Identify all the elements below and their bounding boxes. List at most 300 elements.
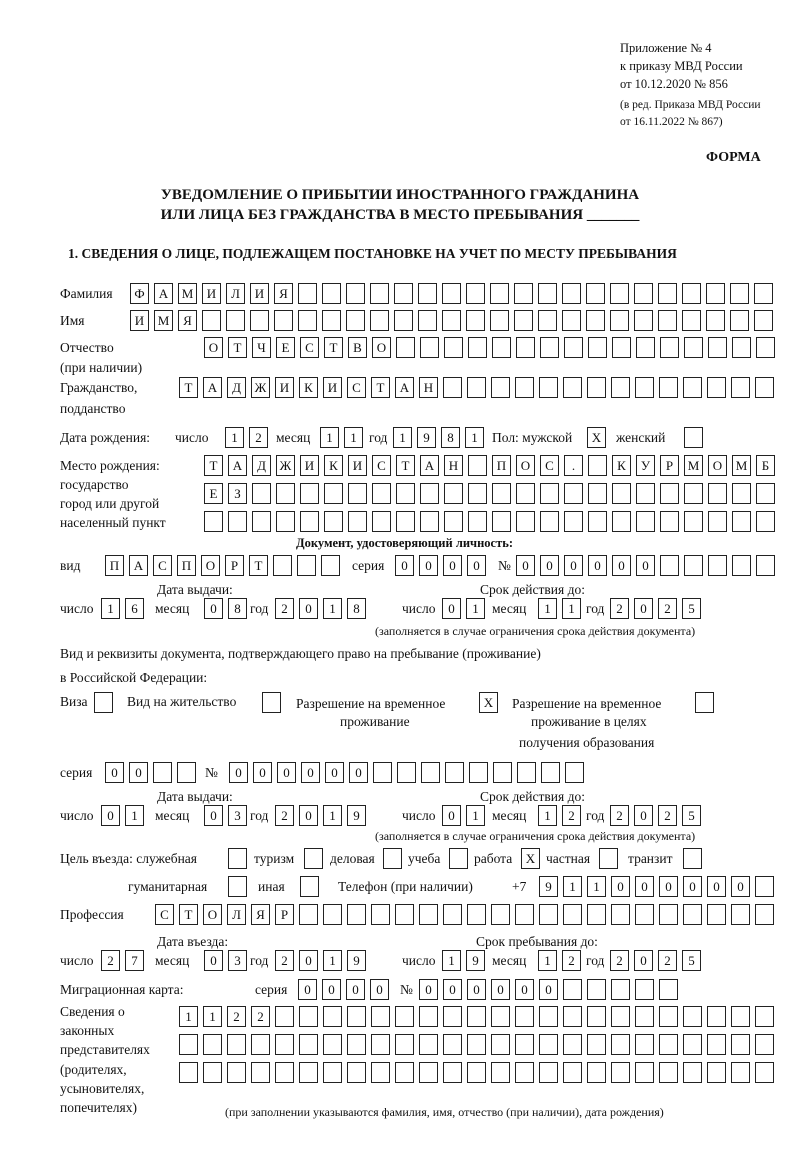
- char-box[interactable]: Р: [275, 904, 294, 925]
- char-box[interactable]: Т: [249, 555, 268, 576]
- char-box[interactable]: А: [154, 283, 173, 304]
- char-box[interactable]: Ф: [130, 283, 149, 304]
- char-box[interactable]: [706, 283, 725, 304]
- char-box[interactable]: [539, 1034, 558, 1055]
- char-box[interactable]: 5: [682, 805, 701, 826]
- char-box[interactable]: 1: [442, 950, 461, 971]
- char-box[interactable]: [730, 283, 749, 304]
- char-box[interactable]: 0: [588, 555, 607, 576]
- purpose-business-checkbox[interactable]: [383, 848, 402, 869]
- purpose-tourism-checkbox[interactable]: [304, 848, 323, 869]
- char-box[interactable]: М: [684, 455, 703, 476]
- char-box[interactable]: [562, 310, 581, 331]
- char-box[interactable]: [539, 377, 558, 398]
- char-box[interactable]: 0: [101, 805, 120, 826]
- doc-number-boxes[interactable]: [516, 555, 775, 576]
- char-box[interactable]: 8: [347, 598, 366, 619]
- r-valid-year-boxes[interactable]: [610, 805, 701, 826]
- char-box[interactable]: Я: [251, 904, 270, 925]
- r-issued-year-boxes[interactable]: [275, 805, 366, 826]
- char-box[interactable]: [323, 1034, 342, 1055]
- char-box[interactable]: [443, 1034, 462, 1055]
- char-box[interactable]: [707, 377, 726, 398]
- char-box[interactable]: [419, 904, 438, 925]
- char-box[interactable]: О: [708, 455, 727, 476]
- char-box[interactable]: 1: [465, 427, 484, 448]
- char-box[interactable]: И: [250, 283, 269, 304]
- char-box[interactable]: 0: [105, 762, 124, 783]
- char-box[interactable]: [755, 1034, 774, 1055]
- char-box[interactable]: [252, 483, 271, 504]
- char-box[interactable]: [659, 1034, 678, 1055]
- name-boxes[interactable]: [130, 310, 773, 331]
- char-box[interactable]: 0: [540, 555, 559, 576]
- char-box[interactable]: 2: [275, 950, 294, 971]
- char-box[interactable]: [322, 310, 341, 331]
- char-box[interactable]: [755, 1006, 774, 1027]
- char-box[interactable]: [371, 1062, 390, 1083]
- char-box[interactable]: [228, 511, 247, 532]
- char-box[interactable]: [708, 483, 727, 504]
- char-box[interactable]: [517, 762, 536, 783]
- char-box[interactable]: [322, 283, 341, 304]
- char-box[interactable]: [299, 904, 318, 925]
- char-box[interactable]: [371, 1034, 390, 1055]
- char-box[interactable]: 0: [443, 979, 462, 1000]
- char-box[interactable]: [730, 310, 749, 331]
- char-box[interactable]: [298, 310, 317, 331]
- char-box[interactable]: [420, 483, 439, 504]
- char-box[interactable]: [586, 310, 605, 331]
- char-box[interactable]: [588, 337, 607, 358]
- dob-day-boxes[interactable]: [225, 427, 268, 448]
- rep-boxes[interactable]: [179, 1006, 774, 1027]
- char-box[interactable]: [444, 483, 463, 504]
- char-box[interactable]: [658, 310, 677, 331]
- char-box[interactable]: Е: [276, 337, 295, 358]
- char-box[interactable]: [731, 377, 750, 398]
- char-box[interactable]: 0: [298, 979, 317, 1000]
- entry-day-boxes[interactable]: [101, 950, 144, 971]
- char-box[interactable]: [492, 511, 511, 532]
- char-box[interactable]: [539, 1062, 558, 1083]
- trpe-checkbox[interactable]: [695, 692, 714, 713]
- char-box[interactable]: [610, 283, 629, 304]
- char-box[interactable]: Т: [179, 904, 198, 925]
- char-box[interactable]: Т: [179, 377, 198, 398]
- char-box[interactable]: Я: [274, 283, 293, 304]
- char-box[interactable]: [323, 1006, 342, 1027]
- char-box[interactable]: И: [202, 283, 221, 304]
- purpose-other-checkbox[interactable]: [300, 876, 319, 897]
- char-box[interactable]: 0: [277, 762, 296, 783]
- char-box[interactable]: И: [323, 377, 342, 398]
- char-box[interactable]: [586, 283, 605, 304]
- char-box[interactable]: 1: [466, 805, 485, 826]
- citizenship-boxes[interactable]: [179, 377, 774, 398]
- char-box[interactable]: [755, 904, 774, 925]
- char-box[interactable]: [515, 1006, 534, 1027]
- char-box[interactable]: [660, 337, 679, 358]
- char-box[interactable]: .: [564, 455, 583, 476]
- char-box[interactable]: [707, 1034, 726, 1055]
- char-box[interactable]: Д: [227, 377, 246, 398]
- char-box[interactable]: [420, 511, 439, 532]
- char-box[interactable]: А: [203, 377, 222, 398]
- char-box[interactable]: [731, 1062, 750, 1083]
- char-box[interactable]: [297, 555, 316, 576]
- char-box[interactable]: 9: [466, 950, 485, 971]
- char-box[interactable]: 0: [442, 598, 461, 619]
- char-box[interactable]: [419, 1034, 438, 1055]
- char-box[interactable]: [731, 1006, 750, 1027]
- char-box[interactable]: [587, 1006, 606, 1027]
- char-box[interactable]: [587, 979, 606, 1000]
- purpose-private-checkbox[interactable]: [599, 848, 618, 869]
- char-box[interactable]: Н: [419, 377, 438, 398]
- char-box[interactable]: Р: [225, 555, 244, 576]
- char-box[interactable]: Я: [178, 310, 197, 331]
- rep-boxes[interactable]: [179, 1062, 774, 1083]
- char-box[interactable]: [563, 1006, 582, 1027]
- pob-boxes[interactable]: [204, 511, 775, 532]
- char-box[interactable]: В: [348, 337, 367, 358]
- char-box[interactable]: Е: [204, 483, 223, 504]
- purpose-humanitarian-checkbox[interactable]: [228, 876, 247, 897]
- char-box[interactable]: [636, 483, 655, 504]
- char-box[interactable]: [611, 1062, 630, 1083]
- char-box[interactable]: [372, 511, 391, 532]
- char-box[interactable]: [538, 283, 557, 304]
- char-box[interactable]: [491, 904, 510, 925]
- char-box[interactable]: 1: [466, 598, 485, 619]
- char-box[interactable]: [612, 483, 631, 504]
- rep-boxes[interactable]: [179, 1034, 774, 1055]
- char-box[interactable]: И: [348, 455, 367, 476]
- phone-boxes[interactable]: [539, 876, 774, 897]
- char-box[interactable]: [492, 483, 511, 504]
- char-box[interactable]: И: [300, 455, 319, 476]
- issued-month-boxes[interactable]: [204, 598, 247, 619]
- char-box[interactable]: [611, 979, 630, 1000]
- char-box[interactable]: [538, 310, 557, 331]
- char-box[interactable]: [373, 762, 392, 783]
- char-box[interactable]: К: [324, 455, 343, 476]
- char-box[interactable]: А: [129, 555, 148, 576]
- char-box[interactable]: [300, 483, 319, 504]
- char-box[interactable]: [756, 337, 775, 358]
- char-box[interactable]: [491, 1034, 510, 1055]
- char-box[interactable]: 1: [538, 950, 557, 971]
- char-box[interactable]: [564, 483, 583, 504]
- char-box[interactable]: 0: [442, 805, 461, 826]
- char-box[interactable]: [708, 511, 727, 532]
- char-box[interactable]: [298, 283, 317, 304]
- valid-day-boxes[interactable]: [442, 598, 485, 619]
- char-box[interactable]: 1: [323, 598, 342, 619]
- char-box[interactable]: 2: [227, 1006, 246, 1027]
- char-box[interactable]: [732, 483, 751, 504]
- char-box[interactable]: [300, 876, 319, 897]
- char-box[interactable]: [587, 1062, 606, 1083]
- char-box[interactable]: [564, 511, 583, 532]
- char-box[interactable]: 0: [370, 979, 389, 1000]
- char-box[interactable]: [466, 310, 485, 331]
- valid-month-boxes[interactable]: [538, 598, 581, 619]
- char-box[interactable]: [562, 283, 581, 304]
- char-box[interactable]: [202, 310, 221, 331]
- char-box[interactable]: [684, 483, 703, 504]
- char-box[interactable]: 9: [539, 876, 558, 897]
- char-box[interactable]: [541, 762, 560, 783]
- char-box[interactable]: 1: [320, 427, 339, 448]
- char-box[interactable]: К: [299, 377, 318, 398]
- dob-year-boxes[interactable]: [393, 427, 484, 448]
- char-box[interactable]: 1: [323, 805, 342, 826]
- char-box[interactable]: [443, 377, 462, 398]
- migcard-series-boxes[interactable]: [298, 979, 389, 1000]
- char-box[interactable]: [634, 283, 653, 304]
- char-box[interactable]: [636, 511, 655, 532]
- char-box[interactable]: [383, 848, 402, 869]
- char-box[interactable]: 0: [611, 876, 630, 897]
- char-box[interactable]: [179, 1062, 198, 1083]
- char-box[interactable]: Т: [228, 337, 247, 358]
- char-box[interactable]: [421, 762, 440, 783]
- female-checkbox[interactable]: [684, 427, 703, 448]
- char-box[interactable]: [707, 1006, 726, 1027]
- char-box[interactable]: [491, 1006, 510, 1027]
- char-box[interactable]: 0: [634, 598, 653, 619]
- char-box[interactable]: [634, 310, 653, 331]
- char-box[interactable]: 2: [249, 427, 268, 448]
- char-box[interactable]: 0: [346, 979, 365, 1000]
- char-box[interactable]: 0: [516, 555, 535, 576]
- char-box[interactable]: 0: [299, 950, 318, 971]
- char-box[interactable]: М: [732, 455, 751, 476]
- char-box[interactable]: [467, 1062, 486, 1083]
- char-box[interactable]: Л: [227, 904, 246, 925]
- char-box[interactable]: [565, 762, 584, 783]
- char-box[interactable]: П: [105, 555, 124, 576]
- char-box[interactable]: О: [516, 455, 535, 476]
- char-box[interactable]: [324, 483, 343, 504]
- char-box[interactable]: [587, 377, 606, 398]
- char-box[interactable]: [516, 337, 535, 358]
- char-box[interactable]: С: [300, 337, 319, 358]
- char-box[interactable]: С: [540, 455, 559, 476]
- char-box[interactable]: 2: [610, 950, 629, 971]
- char-box[interactable]: [516, 483, 535, 504]
- char-box[interactable]: 0: [419, 979, 438, 1000]
- char-box[interactable]: [346, 310, 365, 331]
- char-box[interactable]: [611, 1034, 630, 1055]
- char-box[interactable]: [153, 762, 172, 783]
- char-box[interactable]: 5: [682, 950, 701, 971]
- char-box[interactable]: [707, 1062, 726, 1083]
- char-box[interactable]: [612, 337, 631, 358]
- char-box[interactable]: [683, 848, 702, 869]
- char-box[interactable]: [418, 310, 437, 331]
- char-box[interactable]: З: [228, 483, 247, 504]
- char-box[interactable]: [443, 904, 462, 925]
- char-box[interactable]: 0: [539, 979, 558, 1000]
- char-box[interactable]: [323, 904, 342, 925]
- char-box[interactable]: [443, 1062, 462, 1083]
- purpose-official-checkbox[interactable]: [228, 848, 247, 869]
- right-series-boxes[interactable]: [105, 762, 196, 783]
- char-box[interactable]: [395, 904, 414, 925]
- char-box[interactable]: [515, 1062, 534, 1083]
- char-box[interactable]: 1: [125, 805, 144, 826]
- char-box[interactable]: С: [372, 455, 391, 476]
- char-box[interactable]: С: [153, 555, 172, 576]
- char-box[interactable]: [683, 1062, 702, 1083]
- char-box[interactable]: [273, 555, 292, 576]
- char-box[interactable]: А: [420, 455, 439, 476]
- char-box[interactable]: [731, 1034, 750, 1055]
- visa-checkbox[interactable]: [94, 692, 113, 713]
- char-box[interactable]: 5: [682, 598, 701, 619]
- char-box[interactable]: [348, 511, 367, 532]
- char-box[interactable]: М: [178, 283, 197, 304]
- char-box[interactable]: [491, 377, 510, 398]
- char-box[interactable]: 1: [538, 598, 557, 619]
- purpose-study-checkbox[interactable]: [449, 848, 468, 869]
- char-box[interactable]: X: [587, 427, 606, 448]
- char-box[interactable]: [611, 377, 630, 398]
- char-box[interactable]: 1: [562, 598, 581, 619]
- char-box[interactable]: 2: [562, 805, 581, 826]
- char-box[interactable]: Т: [324, 337, 343, 358]
- char-box[interactable]: [468, 337, 487, 358]
- char-box[interactable]: [658, 283, 677, 304]
- char-box[interactable]: [250, 310, 269, 331]
- char-box[interactable]: [708, 337, 727, 358]
- char-box[interactable]: [683, 377, 702, 398]
- char-box[interactable]: 0: [419, 555, 438, 576]
- char-box[interactable]: [275, 1034, 294, 1055]
- char-box[interactable]: 9: [347, 950, 366, 971]
- char-box[interactable]: [347, 1034, 366, 1055]
- char-box[interactable]: [610, 310, 629, 331]
- char-box[interactable]: О: [203, 904, 222, 925]
- char-box[interactable]: А: [228, 455, 247, 476]
- patronymic-boxes[interactable]: [204, 337, 775, 358]
- char-box[interactable]: [203, 1062, 222, 1083]
- char-box[interactable]: 0: [659, 876, 678, 897]
- char-box[interactable]: [564, 337, 583, 358]
- char-box[interactable]: [683, 1034, 702, 1055]
- char-box[interactable]: [467, 904, 486, 925]
- char-box[interactable]: С: [347, 377, 366, 398]
- char-box[interactable]: [563, 1034, 582, 1055]
- char-box[interactable]: [276, 483, 295, 504]
- char-box[interactable]: Л: [226, 283, 245, 304]
- char-box[interactable]: [275, 1062, 294, 1083]
- char-box[interactable]: 1: [225, 427, 244, 448]
- right-number-boxes[interactable]: [229, 762, 584, 783]
- char-box[interactable]: [304, 848, 323, 869]
- char-box[interactable]: [684, 511, 703, 532]
- char-box[interactable]: [251, 1034, 270, 1055]
- char-box[interactable]: 1: [538, 805, 557, 826]
- char-box[interactable]: [540, 483, 559, 504]
- char-box[interactable]: [227, 1062, 246, 1083]
- char-box[interactable]: 0: [325, 762, 344, 783]
- char-box[interactable]: [563, 1062, 582, 1083]
- char-box[interactable]: [635, 1034, 654, 1055]
- dob-month-boxes[interactable]: [320, 427, 363, 448]
- char-box[interactable]: 0: [635, 876, 654, 897]
- char-box[interactable]: 0: [467, 979, 486, 1000]
- char-box[interactable]: [708, 555, 727, 576]
- char-box[interactable]: 6: [125, 598, 144, 619]
- r-issued-month-boxes[interactable]: [204, 805, 247, 826]
- char-box[interactable]: [587, 1034, 606, 1055]
- char-box[interactable]: 0: [229, 762, 248, 783]
- char-box[interactable]: [659, 904, 678, 925]
- char-box[interactable]: [635, 1006, 654, 1027]
- char-box[interactable]: 2: [610, 598, 629, 619]
- char-box[interactable]: [443, 1006, 462, 1027]
- char-box[interactable]: [754, 283, 773, 304]
- char-box[interactable]: [732, 511, 751, 532]
- char-box[interactable]: [659, 377, 678, 398]
- char-box[interactable]: [493, 762, 512, 783]
- char-box[interactable]: [468, 455, 487, 476]
- char-box[interactable]: [588, 511, 607, 532]
- char-box[interactable]: [587, 904, 606, 925]
- char-box[interactable]: [754, 310, 773, 331]
- stay-year-boxes[interactable]: [610, 950, 701, 971]
- char-box[interactable]: [635, 904, 654, 925]
- char-box[interactable]: [251, 1062, 270, 1083]
- char-box[interactable]: П: [177, 555, 196, 576]
- char-box[interactable]: 0: [515, 979, 534, 1000]
- r-valid-day-boxes[interactable]: [442, 805, 485, 826]
- char-box[interactable]: Т: [396, 455, 415, 476]
- char-box[interactable]: [468, 483, 487, 504]
- char-box[interactable]: [635, 377, 654, 398]
- char-box[interactable]: [346, 283, 365, 304]
- char-box[interactable]: [588, 455, 607, 476]
- char-box[interactable]: [321, 555, 340, 576]
- char-box[interactable]: [347, 1062, 366, 1083]
- char-box[interactable]: [684, 427, 703, 448]
- char-box[interactable]: [540, 511, 559, 532]
- char-box[interactable]: [611, 904, 630, 925]
- char-box[interactable]: О: [201, 555, 220, 576]
- char-box[interactable]: 1: [203, 1006, 222, 1027]
- char-box[interactable]: [660, 511, 679, 532]
- char-box[interactable]: Ч: [252, 337, 271, 358]
- char-box[interactable]: 0: [129, 762, 148, 783]
- char-box[interactable]: [756, 483, 775, 504]
- char-box[interactable]: [396, 511, 415, 532]
- pob-boxes[interactable]: [204, 455, 775, 476]
- char-box[interactable]: Т: [371, 377, 390, 398]
- char-box[interactable]: [695, 692, 714, 713]
- char-box[interactable]: [94, 692, 113, 713]
- char-box[interactable]: [682, 310, 701, 331]
- char-box[interactable]: 2: [610, 805, 629, 826]
- char-box[interactable]: [684, 337, 703, 358]
- char-box[interactable]: 8: [441, 427, 460, 448]
- char-box[interactable]: [372, 483, 391, 504]
- char-box[interactable]: [394, 310, 413, 331]
- char-box[interactable]: [394, 283, 413, 304]
